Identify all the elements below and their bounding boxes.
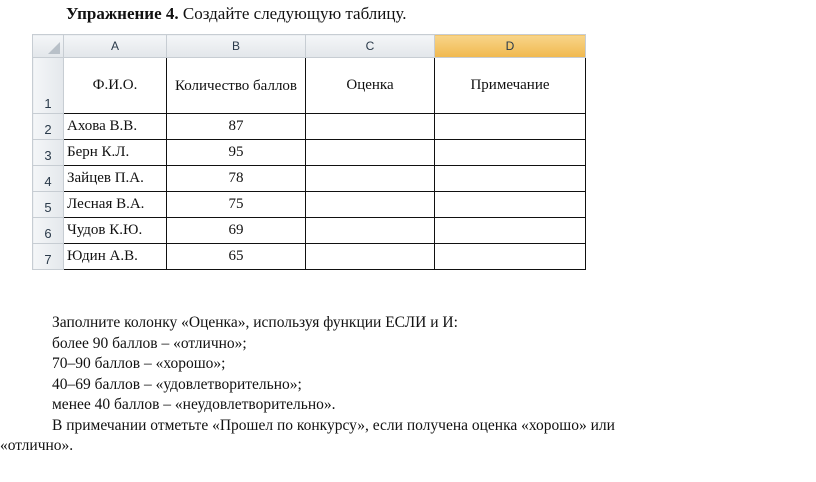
- header-cell-grade[interactable]: Оценка: [306, 58, 435, 114]
- cell-score[interactable]: 87: [167, 114, 306, 140]
- table-header-row: [33, 58, 586, 114]
- table-row: [33, 244, 586, 270]
- cell-grade[interactable]: [306, 140, 435, 166]
- cell-note[interactable]: [435, 114, 586, 140]
- cell-note[interactable]: [435, 166, 586, 192]
- cell-score[interactable]: 75: [167, 192, 306, 218]
- row-header[interactable]: 3: [33, 140, 64, 166]
- task-line: более 90 баллов – «отлично»;: [52, 334, 247, 352]
- cell-score[interactable]: 69: [167, 218, 306, 244]
- exercise-instruction: Создайте следующую таблицу.: [178, 4, 407, 23]
- cell-name[interactable]: Лесная В.А.: [64, 192, 167, 218]
- cell-grade[interactable]: [306, 166, 435, 192]
- table-row: [33, 166, 586, 192]
- cell-name[interactable]: Зайцев П.А.: [64, 166, 167, 192]
- row-header[interactable]: 5: [33, 192, 64, 218]
- cell-name[interactable]: Чудов К.Ю.: [64, 218, 167, 244]
- select-all-icon: [48, 42, 60, 54]
- select-all-corner[interactable]: [33, 35, 64, 58]
- spreadsheet-grid: [32, 34, 586, 270]
- task-line: 70–90 баллов – «хорошо»;: [52, 355, 226, 372]
- row-header[interactable]: 6: [33, 218, 64, 244]
- task-line: 40–69 баллов – «удовлетворительно»;: [52, 375, 302, 393]
- cell-score[interactable]: 78: [167, 166, 306, 192]
- table-row: [33, 218, 586, 244]
- cell-grade[interactable]: [306, 192, 435, 218]
- cell-grade[interactable]: [306, 218, 435, 244]
- header-cell-score[interactable]: Количество баллов: [167, 58, 306, 114]
- task-line: «отлично».: [0, 437, 74, 454]
- cell-name[interactable]: Юдин А.В.: [64, 244, 167, 270]
- cell-note[interactable]: [435, 140, 586, 166]
- column-header-c[interactable]: C: [306, 35, 435, 58]
- cell-grade[interactable]: [306, 114, 435, 140]
- table-row: [33, 140, 586, 166]
- row-header[interactable]: 2: [33, 114, 64, 140]
- task-text: [0, 313, 816, 457]
- cell-note[interactable]: [435, 192, 586, 218]
- cell-name[interactable]: Берн К.Л.: [64, 140, 167, 166]
- exercise-title: [66, 4, 407, 24]
- task-line: менее 40 баллов – «неудовлетворительно».: [52, 396, 336, 413]
- row-header-1[interactable]: 1: [33, 58, 64, 114]
- cell-grade[interactable]: [306, 244, 435, 270]
- cell-score[interactable]: 95: [167, 140, 306, 166]
- cell-note[interactable]: [435, 244, 586, 270]
- column-header-d[interactable]: D: [435, 35, 586, 58]
- header-cell-note[interactable]: Примечание: [435, 58, 586, 114]
- row-header[interactable]: 7: [33, 244, 64, 270]
- task-line: Заполните колонку «Оценка», используя функции ЕСЛИ и И:: [52, 314, 458, 331]
- task-line: В примечании отметьте «Прошел по конкурсу», если получена оценка «хорошо» или: [52, 416, 615, 434]
- cell-score[interactable]: 65: [167, 244, 306, 270]
- spreadsheet: [32, 34, 585, 270]
- header-cell-name[interactable]: Ф.И.О.: [64, 58, 167, 114]
- row-header[interactable]: 4: [33, 166, 64, 192]
- exercise-number: Упражнение 4.: [66, 4, 179, 23]
- cell-note[interactable]: [435, 218, 586, 244]
- table-row: [33, 114, 586, 140]
- column-header-row: [33, 35, 586, 58]
- cell-name[interactable]: Ахова В.В.: [64, 114, 167, 140]
- table-row: [33, 192, 586, 218]
- column-header-b[interactable]: B: [167, 35, 306, 58]
- column-header-a[interactable]: A: [64, 35, 167, 58]
